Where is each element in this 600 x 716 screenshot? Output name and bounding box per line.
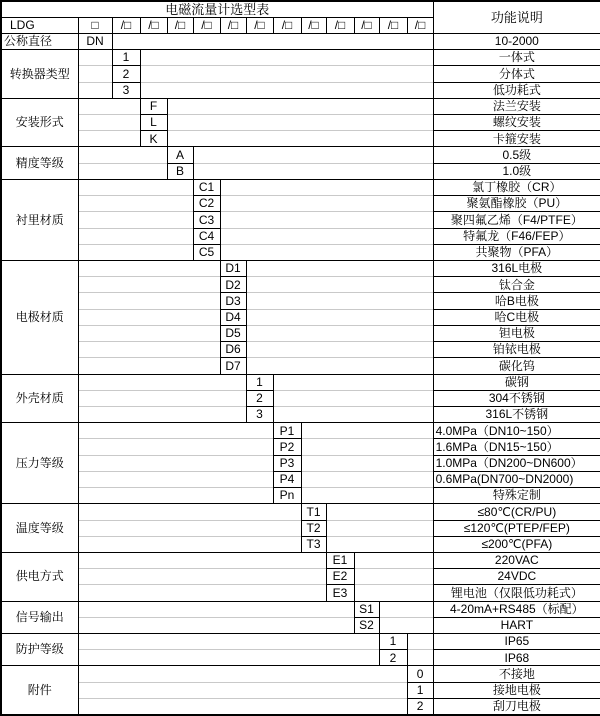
desc-cell: ≤120℃(PTEP/FEP)	[433, 520, 600, 536]
desc-cell: 1.0MPa（DN200~DN600）	[433, 455, 600, 471]
table-row	[1, 634, 600, 650]
table-row	[1, 374, 600, 390]
code-cell: L	[140, 115, 167, 131]
spacer-cell	[78, 163, 167, 179]
spacer-cell	[220, 179, 433, 195]
model-slash-box: /□	[112, 17, 140, 33]
table-row	[1, 82, 600, 98]
table-row	[1, 666, 600, 682]
spacer-cell	[273, 374, 433, 390]
desc-cell: 分体式	[433, 66, 600, 82]
spacer-cell	[78, 585, 326, 601]
spacer-cell	[78, 569, 326, 585]
desc-cell: 24VDC	[433, 569, 600, 585]
table-row	[1, 33, 600, 49]
spacer-cell	[354, 552, 433, 568]
category-cell: 公称直径	[1, 33, 78, 49]
spacer-cell	[78, 212, 193, 228]
code-cell: T1	[301, 504, 326, 520]
model-slash-box: /□	[193, 17, 220, 33]
spacer-cell	[78, 309, 220, 325]
table-row	[1, 277, 600, 293]
category-cell: 供电方式	[1, 552, 78, 601]
code-cell: D6	[220, 342, 246, 358]
spacer-cell	[78, 390, 246, 406]
desc-cell: 特氟龙（F46/FEP）	[433, 228, 600, 244]
desc-cell: 不接地	[433, 666, 600, 682]
spacer-cell	[379, 617, 433, 633]
table-row	[1, 358, 600, 374]
model-prefix: LDG	[1, 17, 78, 33]
spacer-cell	[78, 406, 246, 422]
code-cell: D4	[220, 309, 246, 325]
model-slash-box: /□	[354, 17, 379, 33]
code-cell: D3	[220, 293, 246, 309]
spacer-cell	[220, 244, 433, 260]
table-row	[1, 601, 600, 617]
spacer-cell	[78, 488, 273, 504]
spacer-cell	[167, 131, 433, 147]
table-row	[1, 179, 600, 195]
desc-cell: 钽电极	[433, 325, 600, 341]
spacer-cell	[78, 682, 407, 698]
spacer-cell	[78, 650, 379, 666]
spacer-cell	[78, 617, 354, 633]
desc-cell: 哈B电极	[433, 293, 600, 309]
desc-cell: 1.0级	[433, 163, 600, 179]
desc-cell: 220VAC	[433, 552, 600, 568]
model-slash-box: /□	[167, 17, 193, 33]
spacer-cell	[301, 439, 433, 455]
desc-cell: 锂电池（仅限低功耗式）	[433, 585, 600, 601]
spacer-cell	[301, 455, 433, 471]
table-row	[1, 585, 600, 601]
spacer-cell	[78, 698, 407, 715]
desc-cell: 10-2000	[433, 33, 600, 49]
spacer-cell	[301, 488, 433, 504]
table-row	[1, 342, 600, 358]
desc-cell: 氯丁橡胶（CR）	[433, 179, 600, 195]
table-row	[1, 115, 600, 131]
spacer-cell	[326, 504, 433, 520]
code-cell: A	[167, 147, 193, 163]
desc-cell: 碳化钨	[433, 358, 600, 374]
spacer-cell	[246, 358, 433, 374]
table-row	[1, 50, 600, 66]
code-cell: 1	[246, 374, 273, 390]
code-cell: K	[140, 131, 167, 147]
desc-cell: ≤200℃(PFA)	[433, 536, 600, 552]
code-cell: 2	[407, 698, 433, 715]
code-cell: 2	[246, 390, 273, 406]
spacer-cell	[246, 261, 433, 277]
table-row	[1, 439, 600, 455]
spacer-cell	[78, 147, 167, 163]
spacer-cell	[379, 601, 433, 617]
spacer-cell	[112, 33, 433, 49]
table-row	[1, 423, 600, 439]
page-title: 电磁流量计选型表	[1, 1, 433, 17]
code-cell: S1	[354, 601, 379, 617]
spacer-cell	[246, 325, 433, 341]
spacer-cell	[78, 455, 273, 471]
spacer-cell	[407, 650, 433, 666]
category-cell: 外壳材质	[1, 374, 78, 423]
table-row	[1, 293, 600, 309]
category-cell: 附件	[1, 666, 78, 715]
table-row	[1, 147, 600, 163]
spacer-cell	[78, 131, 140, 147]
code-cell: 2	[112, 66, 140, 82]
spacer-cell	[78, 471, 273, 487]
spacer-cell	[220, 196, 433, 212]
code-cell: E1	[326, 552, 354, 568]
spacer-cell	[78, 552, 326, 568]
model-slash-box: /□	[140, 17, 167, 33]
spacer-cell	[78, 179, 193, 195]
table-row	[1, 212, 600, 228]
table-row	[1, 520, 600, 536]
spacer-cell	[193, 163, 433, 179]
spacer-cell	[246, 277, 433, 293]
desc-cell: 1.6MPa（DN15~150）	[433, 439, 600, 455]
table-row	[1, 390, 600, 406]
spacer-cell	[78, 261, 220, 277]
table-row	[1, 536, 600, 552]
code-cell: 1	[112, 50, 140, 66]
code-cell: F	[140, 98, 167, 114]
code-cell: T3	[301, 536, 326, 552]
spacer-cell	[167, 115, 433, 131]
model-slash-box: /□	[326, 17, 354, 33]
table-row	[1, 131, 600, 147]
table-row	[1, 228, 600, 244]
desc-cell: 0.5级	[433, 147, 600, 163]
code-cell: 0	[407, 666, 433, 682]
spacer-cell	[78, 228, 193, 244]
desc-cell: HART	[433, 617, 600, 633]
table-row	[1, 552, 600, 568]
code-cell: P2	[273, 439, 301, 455]
spacer-cell	[78, 423, 273, 439]
desc-cell: 接地电极	[433, 682, 600, 698]
desc-cell: 0.6MPa(DN700~DN2000)	[433, 471, 600, 487]
category-cell: 精度等级	[1, 147, 78, 179]
table-row	[1, 504, 600, 520]
code-cell: D7	[220, 358, 246, 374]
code-cell: P3	[273, 455, 301, 471]
spacer-cell	[246, 309, 433, 325]
spacer-cell	[326, 536, 433, 552]
code-cell: T2	[301, 520, 326, 536]
spacer-cell	[78, 504, 301, 520]
table-row	[1, 261, 600, 277]
code-cell: P4	[273, 471, 301, 487]
table-row	[1, 98, 600, 114]
spacer-cell	[78, 293, 220, 309]
spacer-cell	[220, 228, 433, 244]
desc-cell: 聚氨酯橡胶（PU）	[433, 196, 600, 212]
spacer-cell	[78, 601, 354, 617]
code-cell: DN	[78, 33, 112, 49]
desc-cell: ≤80℃(CR/PU)	[433, 504, 600, 520]
spacer-cell	[78, 325, 220, 341]
desc-cell: 钛合金	[433, 277, 600, 293]
model-slash-box: /□	[379, 17, 407, 33]
table-row	[1, 163, 600, 179]
spacer-cell	[78, 520, 301, 536]
spacer-cell	[354, 585, 433, 601]
desc-cell: 铂铱电极	[433, 342, 600, 358]
spacer-cell	[246, 342, 433, 358]
desc-cell: 特殊定制	[433, 488, 600, 504]
code-cell: S2	[354, 617, 379, 633]
code-cell: E3	[326, 585, 354, 601]
category-cell: 防护等级	[1, 634, 78, 666]
table-row	[1, 196, 600, 212]
model-slash-box: /□	[301, 17, 326, 33]
code-cell: 1	[379, 634, 407, 650]
desc-cell: 螺纹安装	[433, 115, 600, 131]
spacer-cell	[140, 82, 433, 98]
desc-cell: 一体式	[433, 50, 600, 66]
spacer-cell	[301, 423, 433, 439]
spacer-cell	[193, 147, 433, 163]
spacer-cell	[78, 374, 246, 390]
table-row	[1, 455, 600, 471]
desc-cell: 304不锈钢	[433, 390, 600, 406]
desc-cell: 刮刀电极	[433, 698, 600, 715]
desc-cell: 碳钢	[433, 374, 600, 390]
spacer-cell	[78, 634, 379, 650]
spacer-cell	[78, 536, 301, 552]
spacer-cell	[78, 277, 220, 293]
desc-cell: 法兰安装	[433, 98, 600, 114]
spacer-cell	[301, 471, 433, 487]
spacer-cell	[78, 244, 193, 260]
spacer-cell	[140, 66, 433, 82]
desc-cell: 4.0MPa（DN10~150）	[433, 423, 600, 439]
spacer-cell	[78, 50, 112, 66]
table-row	[1, 617, 600, 633]
code-cell: D1	[220, 261, 246, 277]
code-cell: 3	[112, 82, 140, 98]
spacer-cell	[326, 520, 433, 536]
spacer-cell	[78, 98, 140, 114]
model-slash-box: /□	[407, 17, 433, 33]
category-cell: 信号输出	[1, 601, 78, 633]
table-row	[1, 698, 600, 715]
desc-cell: 低功耗式	[433, 82, 600, 98]
code-cell: C4	[193, 228, 220, 244]
code-cell: 1	[407, 682, 433, 698]
code-cell: C2	[193, 196, 220, 212]
desc-cell: 316L电极	[433, 261, 600, 277]
spacer-cell	[140, 50, 433, 66]
spacer-cell	[273, 406, 433, 422]
category-cell: 衬里材质	[1, 179, 78, 260]
table-row	[1, 1, 600, 17]
code-cell: C1	[193, 179, 220, 195]
category-cell: 电极材质	[1, 261, 78, 375]
code-cell: D5	[220, 325, 246, 341]
code-cell: 2	[379, 650, 407, 666]
desc-cell: 卡箍安装	[433, 131, 600, 147]
spacer-cell	[220, 212, 433, 228]
spacer-cell	[167, 98, 433, 114]
table-row	[1, 488, 600, 504]
spacer-cell	[78, 115, 140, 131]
table-row	[1, 650, 600, 666]
spacer-cell	[246, 293, 433, 309]
code-cell: B	[167, 163, 193, 179]
model-slash-box: /□	[273, 17, 301, 33]
function-column-header: 功能说明	[433, 1, 600, 33]
table-row	[1, 244, 600, 260]
model-base-box: □	[78, 17, 112, 33]
code-cell: E2	[326, 569, 354, 585]
code-cell: C5	[193, 244, 220, 260]
desc-cell: IP68	[433, 650, 600, 666]
spacer-cell	[78, 196, 193, 212]
spacer-cell	[78, 666, 407, 682]
desc-cell: 共聚物（PFA）	[433, 244, 600, 260]
category-cell: 安装形式	[1, 98, 78, 147]
spacer-cell	[354, 569, 433, 585]
category-cell: 转换器类型	[1, 50, 78, 99]
table-row	[1, 66, 600, 82]
table-row	[1, 471, 600, 487]
selector-table-body	[1, 1, 600, 715]
spacer-cell	[78, 439, 273, 455]
code-cell: C3	[193, 212, 220, 228]
category-cell: 压力等级	[1, 423, 78, 504]
table-row	[1, 569, 600, 585]
desc-cell: 哈C电极	[433, 309, 600, 325]
code-cell: P1	[273, 423, 301, 439]
table-row	[1, 682, 600, 698]
table-row	[1, 325, 600, 341]
code-cell: Pn	[273, 488, 301, 504]
table-row	[1, 309, 600, 325]
spacer-cell	[78, 358, 220, 374]
category-cell: 温度等级	[1, 504, 78, 553]
desc-cell: IP65	[433, 634, 600, 650]
code-cell: D2	[220, 277, 246, 293]
model-slash-box: /□	[246, 17, 273, 33]
model-slash-box: /□	[220, 17, 246, 33]
spacer-cell	[273, 390, 433, 406]
desc-cell: 聚四氟乙烯（F4/PTFE）	[433, 212, 600, 228]
desc-cell: 4-20mA+RS485（标配）	[433, 601, 600, 617]
table-row	[1, 406, 600, 422]
desc-cell: 316L不锈钢	[433, 406, 600, 422]
spacer-cell	[78, 82, 112, 98]
spacer-cell	[78, 66, 112, 82]
spacer-cell	[78, 342, 220, 358]
spacer-cell	[407, 634, 433, 650]
code-cell: 3	[246, 406, 273, 422]
